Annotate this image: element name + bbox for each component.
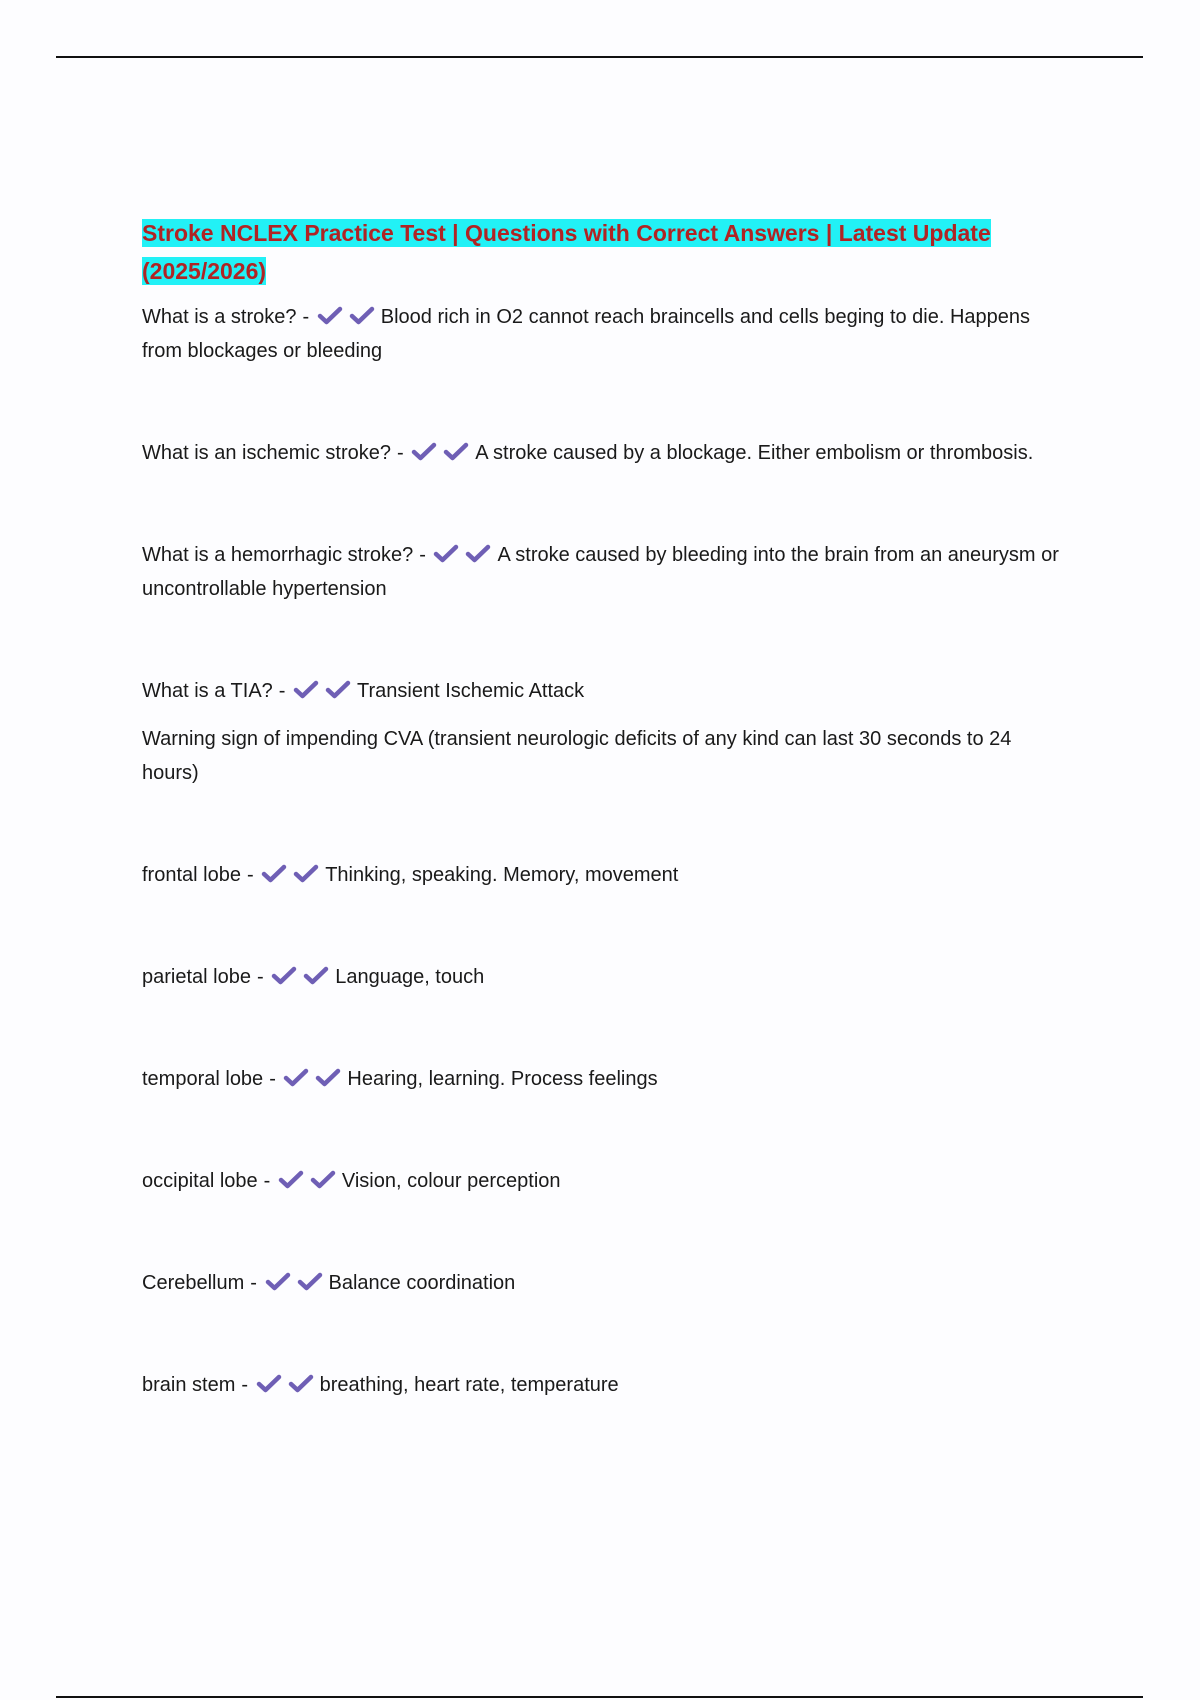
- qa-item: [142, 674, 1062, 790]
- checkmark-icon: [297, 1272, 323, 1292]
- checkmark-icon: [411, 442, 437, 462]
- checkmark-icon: [278, 1170, 304, 1190]
- question-separator: -: [256, 966, 264, 988]
- checkmark-icon: [271, 966, 297, 986]
- checkmark-icon: [443, 442, 469, 462]
- question-text: brain stem: [142, 1374, 236, 1396]
- question-text: What is an ischemic stroke?: [142, 442, 391, 464]
- checkmark-icon: [265, 1272, 291, 1292]
- answer-text: Transient Ischemic Attack: [357, 680, 585, 702]
- answer-text: Balance coordination: [328, 1272, 516, 1294]
- question-text: occipital lobe: [142, 1170, 258, 1192]
- answer-check-marks: [283, 1068, 347, 1090]
- checkmark-icon: [303, 966, 329, 986]
- answer-check-marks: [278, 1170, 342, 1192]
- document-body: [142, 214, 1062, 1470]
- question-separator: -: [250, 1272, 257, 1294]
- checkmark-icon: [293, 864, 319, 884]
- checkmark-icon: [433, 544, 459, 564]
- qa-item: [142, 960, 1062, 994]
- qa-line: [142, 858, 1062, 892]
- answer-text: Hearing, learning. Process feelings: [347, 1068, 658, 1090]
- checkmark-icon: [261, 864, 287, 884]
- question-text: What is a TIA?: [142, 680, 273, 702]
- question-text: parietal lobe: [142, 966, 251, 988]
- answer-detail: Warning sign of impending CVA (transient neurologic deficits of any kind can last 30 seconds to 24 hours): [142, 728, 1012, 784]
- checkmark-icon: [256, 1374, 282, 1394]
- answer-text: Blood rich in O2 cannot reach braincells and cells beging to die. Happens from blockages or bleeding: [142, 306, 1031, 362]
- checkmark-icon: [293, 680, 319, 700]
- qa-item: [142, 436, 1062, 470]
- document-title: [142, 214, 1062, 290]
- qa-item: [142, 1266, 1062, 1300]
- answer-check-marks: [433, 544, 497, 566]
- question-text: What is a hemorrhagic stroke?: [142, 544, 414, 566]
- answer-text: A stroke caused by bleeding into the brain from an aneurysm or uncontrollable hypertension: [142, 544, 1059, 600]
- checkmark-icon: [288, 1374, 314, 1394]
- checkmark-icon: [317, 306, 343, 326]
- answer-check-marks: [271, 966, 335, 988]
- checkmark-icon: [310, 1170, 336, 1190]
- qa-line: [142, 436, 1062, 470]
- qa-line: [142, 1164, 1062, 1198]
- qa-line: [142, 1062, 1062, 1096]
- answer-check-marks: [317, 306, 381, 328]
- qa-list: [142, 300, 1062, 1402]
- question-separator: -: [269, 1068, 276, 1090]
- checkmark-icon: [325, 680, 351, 700]
- question-separator: -: [396, 442, 404, 464]
- footer-rule: [56, 1696, 1143, 1698]
- answer-text: Vision, colour perception: [341, 1170, 561, 1192]
- qa-item: [142, 1062, 1062, 1096]
- qa-line: [142, 960, 1062, 994]
- answer-check-marks: [293, 680, 357, 702]
- header-rule: [56, 56, 1143, 58]
- checkmark-icon: [283, 1068, 309, 1088]
- question-text: frontal lobe: [142, 864, 241, 886]
- question-separator: -: [278, 680, 286, 702]
- qa-item: [142, 538, 1062, 606]
- qa-item: [142, 300, 1062, 368]
- answer-check-marks: [256, 1374, 320, 1396]
- title-highlight: Stroke NCLEX Practice Test | Questions with Correct Answers | Latest Update (2025/2026): [142, 220, 991, 284]
- checkmark-icon: [465, 544, 491, 564]
- question-text: Cerebellum: [142, 1272, 245, 1294]
- question-separator: -: [302, 306, 310, 328]
- answer-text: Thinking, speaking. Memory, movement: [325, 864, 679, 886]
- checkmark-icon: [349, 306, 375, 326]
- qa-item: [142, 858, 1062, 892]
- question-separator: -: [263, 1170, 271, 1192]
- qa-line: [142, 1266, 1062, 1300]
- qa-line: [142, 1368, 1062, 1402]
- qa-line: [142, 674, 1062, 708]
- answer-text: Language, touch: [335, 966, 485, 988]
- qa-line: [142, 300, 1062, 368]
- qa-line: [142, 538, 1062, 606]
- answer-text: A stroke caused by a blockage. Either embolism or thrombosis.: [475, 442, 1034, 464]
- qa-item: [142, 1164, 1062, 1198]
- question-separator: -: [241, 1374, 249, 1396]
- question-separator: -: [419, 544, 426, 566]
- answer-check-marks: [411, 442, 475, 464]
- question-separator: -: [246, 864, 254, 886]
- question-text: temporal lobe: [142, 1068, 264, 1090]
- answer-check-marks: [261, 864, 325, 886]
- answer-text: breathing, heart rate, temperature: [319, 1374, 619, 1396]
- qa-item: [142, 1368, 1062, 1402]
- answer-check-marks: [265, 1272, 329, 1294]
- question-text: What is a stroke?: [142, 306, 297, 328]
- checkmark-icon: [315, 1068, 341, 1088]
